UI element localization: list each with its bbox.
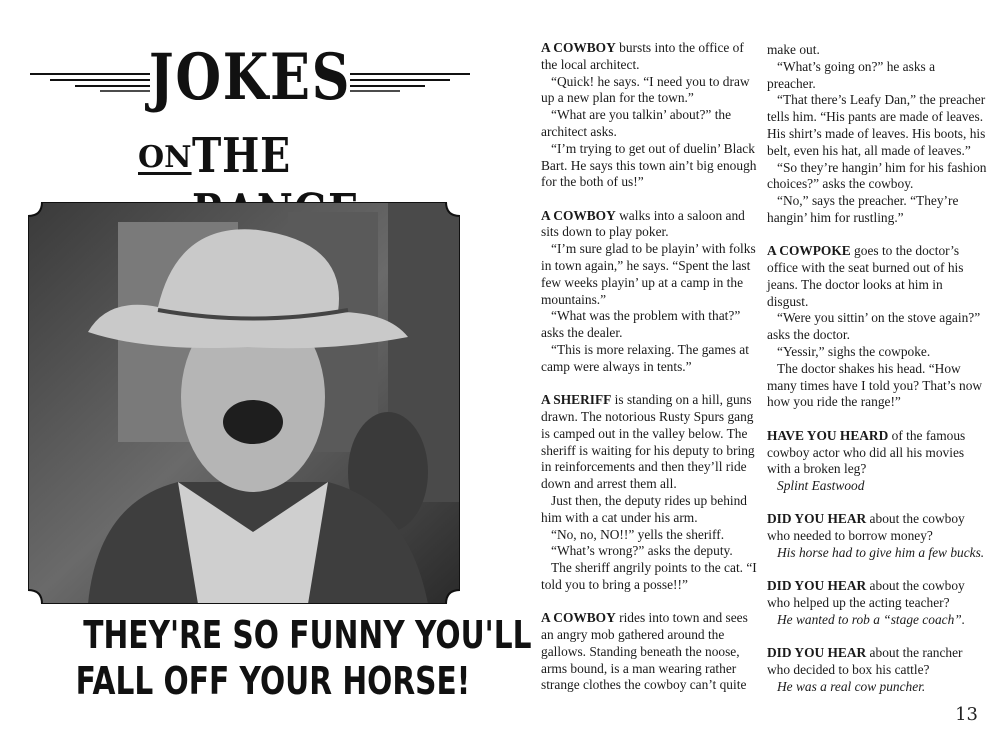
joke-lead: HAVE YOU HEARD [767, 427, 889, 443]
title-block [20, 30, 480, 200]
joke-line: “Were you sittin’ on the stove again?” asks the doctor. [767, 310, 981, 343]
joke-opening [767, 578, 987, 612]
page-number: 13 [955, 704, 978, 725]
joke-block [767, 243, 987, 411]
joke-punchline: His horse had to give him a few bucks. [777, 545, 985, 561]
joke-column-1 [541, 40, 761, 711]
joke-text: bursts into the office of the local architect. [541, 40, 744, 72]
joke-line: “What’s wrong?” asks the deputy. [551, 543, 733, 559]
joke-text: rides into town and sees an angry mob gathered around the gallows. Standing beneath the noose, arms bound, is a man wearing rather strange clothes the cowboy can’t quite [541, 610, 748, 693]
joke-punchline: He was a real cow puncher. [777, 678, 926, 694]
cowboy-photo [28, 202, 460, 604]
joke-opening [767, 428, 987, 478]
joke-line: “Quick! he says. “I need you to draw up a new plan for the town.” [541, 73, 750, 106]
joke-lead: A COWBOY [541, 40, 616, 55]
joke-block [541, 40, 761, 191]
joke-block [767, 645, 987, 695]
joke-block [541, 610, 761, 694]
joke-line: “So they’re hangin’ him for his fashion choices?” asks the cowboy. [767, 159, 987, 192]
joke-opening [541, 40, 761, 74]
joke-line: The doctor shakes his head. “How many times have I told you? That’s now how you ride the range!” [767, 360, 983, 410]
joke-lead: DID YOU HEAR [767, 645, 867, 661]
joke-block [767, 511, 987, 561]
joke-line: “I’m trying to get out of duelin’ Black Bart. He says this town ain’t big enough for the both of us!” [541, 140, 757, 190]
caption [20, 612, 532, 704]
joke-opening [767, 42, 987, 59]
joke-line: “What are you talkin’ about?” the architect asks. [541, 107, 732, 139]
joke-line: “This is more relaxing. The games at camp were always in tents.” [541, 342, 749, 374]
joke-line: “That there’s Leafy Dan,” the preacher tells him. “His pants are made of leaves. His shirt’s made of leaves. His boots, his belt, even his hat, all made of leaves.” [767, 92, 986, 158]
joke-block [767, 42, 987, 227]
title-main: JOKES [148, 40, 352, 115]
title-range: THE [192, 128, 291, 184]
joke-text: about the rancher who decided to box his cattle? [767, 645, 963, 677]
joke-text: goes to the doctor’s office with the seat burned out of his jeans. The doctor looks at him in disgust. [767, 243, 964, 309]
joke-lead: A SHERIFF [541, 392, 612, 408]
joke-line: “No,” says the preacher. “They’re hangin’ him for rustling.” [767, 193, 959, 225]
joke-opening [767, 511, 987, 545]
caption-line-1: THEY'RE SO FUNNY YOU'LL [83, 613, 532, 657]
joke-opening [541, 610, 761, 694]
joke-line: The sheriff angrily points to the cat. “I told you to bring a posse!!” [541, 560, 757, 592]
joke-lead: A COWBOY [541, 207, 616, 223]
joke-opening [541, 392, 761, 493]
joke-line: “No, no, NO!!” yells the sheriff. [551, 526, 725, 542]
joke-lead: A COWBOY [541, 610, 616, 626]
joke-text: is standing on a hill, guns drawn. The notorious Rusty Spurs gang is camped out in the valley below. The sheriff is waiting for his deputy to bring in reinforcements and then they’ll ride down and arrest them all. [541, 392, 755, 492]
joke-text: of the famous cowboy actor who did all his movies with a broken leg? [767, 427, 966, 477]
joke-punchline: Splint Eastwood [777, 478, 865, 494]
joke-line: “What was the problem with that?” asks the dealer. [541, 308, 741, 341]
joke-lead: DID YOU HEAR [767, 511, 867, 527]
title-on: ON [138, 140, 192, 175]
joke-block [541, 208, 761, 376]
joke-punchline: He wanted to rob a “stage coach”. [777, 611, 966, 627]
joke-text: walks into a saloon and sits down to play poker. [541, 207, 745, 240]
caption-line-2: FALL OFF YOUR HORSE! [75, 659, 471, 703]
joke-column-2 [767, 42, 987, 712]
joke-block [767, 428, 987, 495]
joke-opening [541, 208, 761, 242]
joke-line: “I’m sure glad to be playin’ with folks in town again,” he says. “Spent the last few weeks playin’ up at a camp in the mountains.” [541, 241, 756, 307]
joke-lead: DID YOU HEAR [767, 578, 867, 594]
joke-lead: A COWPOKE [767, 243, 851, 259]
joke-line: “Yessir,” sighs the cowpoke. [777, 344, 931, 360]
joke-line: Just then, the deputy rides up behind him with a cat under his arm. [541, 492, 747, 525]
joke-block [767, 578, 987, 628]
joke-block [541, 392, 761, 594]
joke-opening [767, 645, 987, 679]
joke-text: about the cowboy who needed to borrow money? [767, 511, 965, 544]
joke-text: make out. [767, 42, 820, 57]
joke-text: about the cowboy who helped up the acting teacher? [767, 578, 965, 611]
joke-line: “What’s going on?” he asks a preacher. [767, 58, 936, 91]
joke-opening [767, 243, 987, 310]
